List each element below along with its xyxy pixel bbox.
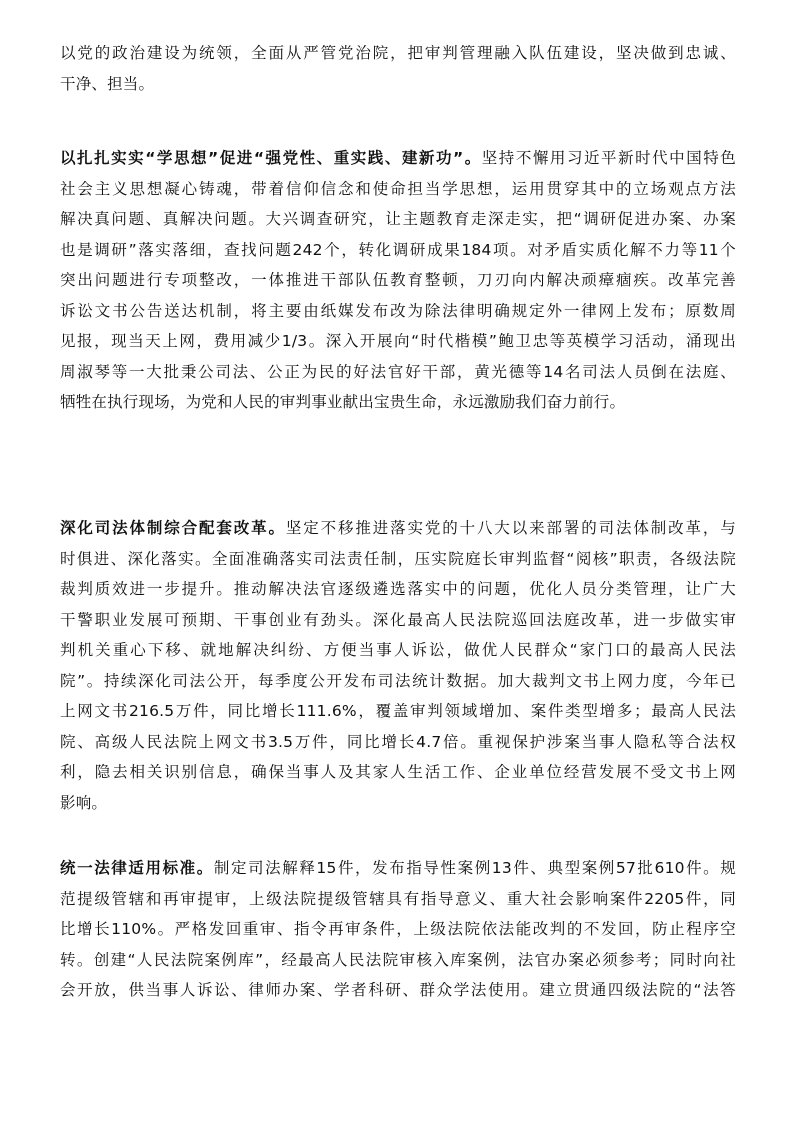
- paragraph-text: 制定司法解释15件，发布指导性案例13件、典型案例57批610件。规: [213, 859, 736, 877]
- text-line: 周淑琴等一大批秉公司法、公正为民的好法官好干部，黄光德等14名司法人员倒在法庭、: [60, 362, 736, 381]
- paragraph-intro: [60, 38, 736, 99]
- text-line: 突出问题进行专项整改，一体推进干部队伍教育整顿，刀刃向内解决顽瘴痼疾。改革完善: [60, 271, 736, 289]
- text-line: 见报，现当天上网，费用减少1/3。深入开展向“时代楷模”鲍卫忠等英模学习活动，涌现出: [60, 332, 736, 350]
- text-line: 也是调研”落实落细，查找问题242个，转化调研成果184项。对矛盾实质化解不力等11个: [60, 240, 736, 259]
- text-line: 牺牲在执行现场，为党和人民的审判事业献出宝贵生命，永远激励我们奋力前行。: [60, 393, 626, 411]
- text-line: 上网文书216.5万件，同比增长111.6%，覆盖审判领域增加、案件类型增多；最高人民法: [60, 702, 736, 720]
- text-line: 影响。: [60, 793, 108, 812]
- text-line: 诉讼文书公告送达机制，将主要由纸媒发布改为除法律明确规定外一律网上发布；原数周: [60, 301, 736, 320]
- text-line: 干净、担当。: [60, 74, 155, 93]
- text-line: 以党的政治建设为统领，全面从严管党治院，把审判管理融入队伍建设，坚决做到忠诚、: [60, 44, 736, 62]
- paragraph-text: 坚定不移推进落实党的十八大以来部署的司法体制改革，与: [285, 519, 736, 537]
- text-line: [60, 143, 736, 174]
- text-line: 解决真问题、真解决问题。大兴调查研究，让主题教育走深走实，把“调研促进办案、办案: [60, 210, 736, 228]
- text-line: 会开放，供当事人诉讼、律师办案、学者科研、群众学法使用。建立贯通四级法院的“法答: [60, 981, 736, 999]
- text-line: 院”。持续深化司法公开，每季度公开发布司法统计数据。加大裁判文书上网力度，今年已: [60, 671, 736, 690]
- text-line: 时俱进、深化落实。全面准确落实司法责任制，压实院庭长审判监督“阅核”职责，各级法院: [60, 549, 736, 568]
- text-line: [60, 513, 736, 544]
- paragraph-judicial-reform: [60, 513, 736, 818]
- paragraph-heading: 深化司法体制综合配套改革。: [60, 519, 286, 537]
- text-line: 比增长110%。严格发回重审、指令再审条件，上级法院依法能改判的不发回，防止程序空: [60, 920, 736, 938]
- text-line: [60, 853, 736, 884]
- paragraph-heading: 以扎扎实实“学思想”促进“强党性、重实践、建新功”。: [60, 149, 482, 167]
- text-line: 判机关重心下移、就地解决纠纷、方便当事人诉讼，做优人民群众“家门口的最高人民法: [60, 641, 736, 659]
- text-line: 利，隐去相关识别信息，确保当事人及其家人生活工作、企业单位经营发展不受文书上网: [60, 763, 736, 781]
- paragraph-study-thought: [60, 143, 736, 418]
- text-line: 范提级管辖和再审提审，上级法院提级管辖具有指导意义、重大社会影响案件2205件，同: [60, 889, 736, 908]
- paragraph-heading: 统一法律适用标准。: [60, 859, 214, 877]
- paragraph-text: 坚持不懈用习近平新时代中国特色: [481, 149, 736, 167]
- text-line: 裁判质效进一步提升。推动解决法官逐级遴选落实中的问题，优化人员分类管理，让广大: [60, 580, 736, 598]
- paragraph-unified-law: [60, 853, 736, 1006]
- text-line: 院、高级人民法院上网文书3.5万件，同比增长4.7倍。重视保护涉案当事人隐私等合法权: [60, 732, 736, 751]
- text-line: 社会主义思想凝心铸魂，带着信仰信念和使命担当学思想，运用贯穿其中的立场观点方法: [60, 179, 736, 198]
- text-line: 转。创建“人民法院案例库”，经最高人民法院审核入库案例，法官办案必须参考；同时向社: [60, 950, 736, 969]
- text-line: 干警职业发展可预期、干事创业有劲头。深化最高人民法院巡回法庭改革，进一步做实审: [60, 610, 736, 629]
